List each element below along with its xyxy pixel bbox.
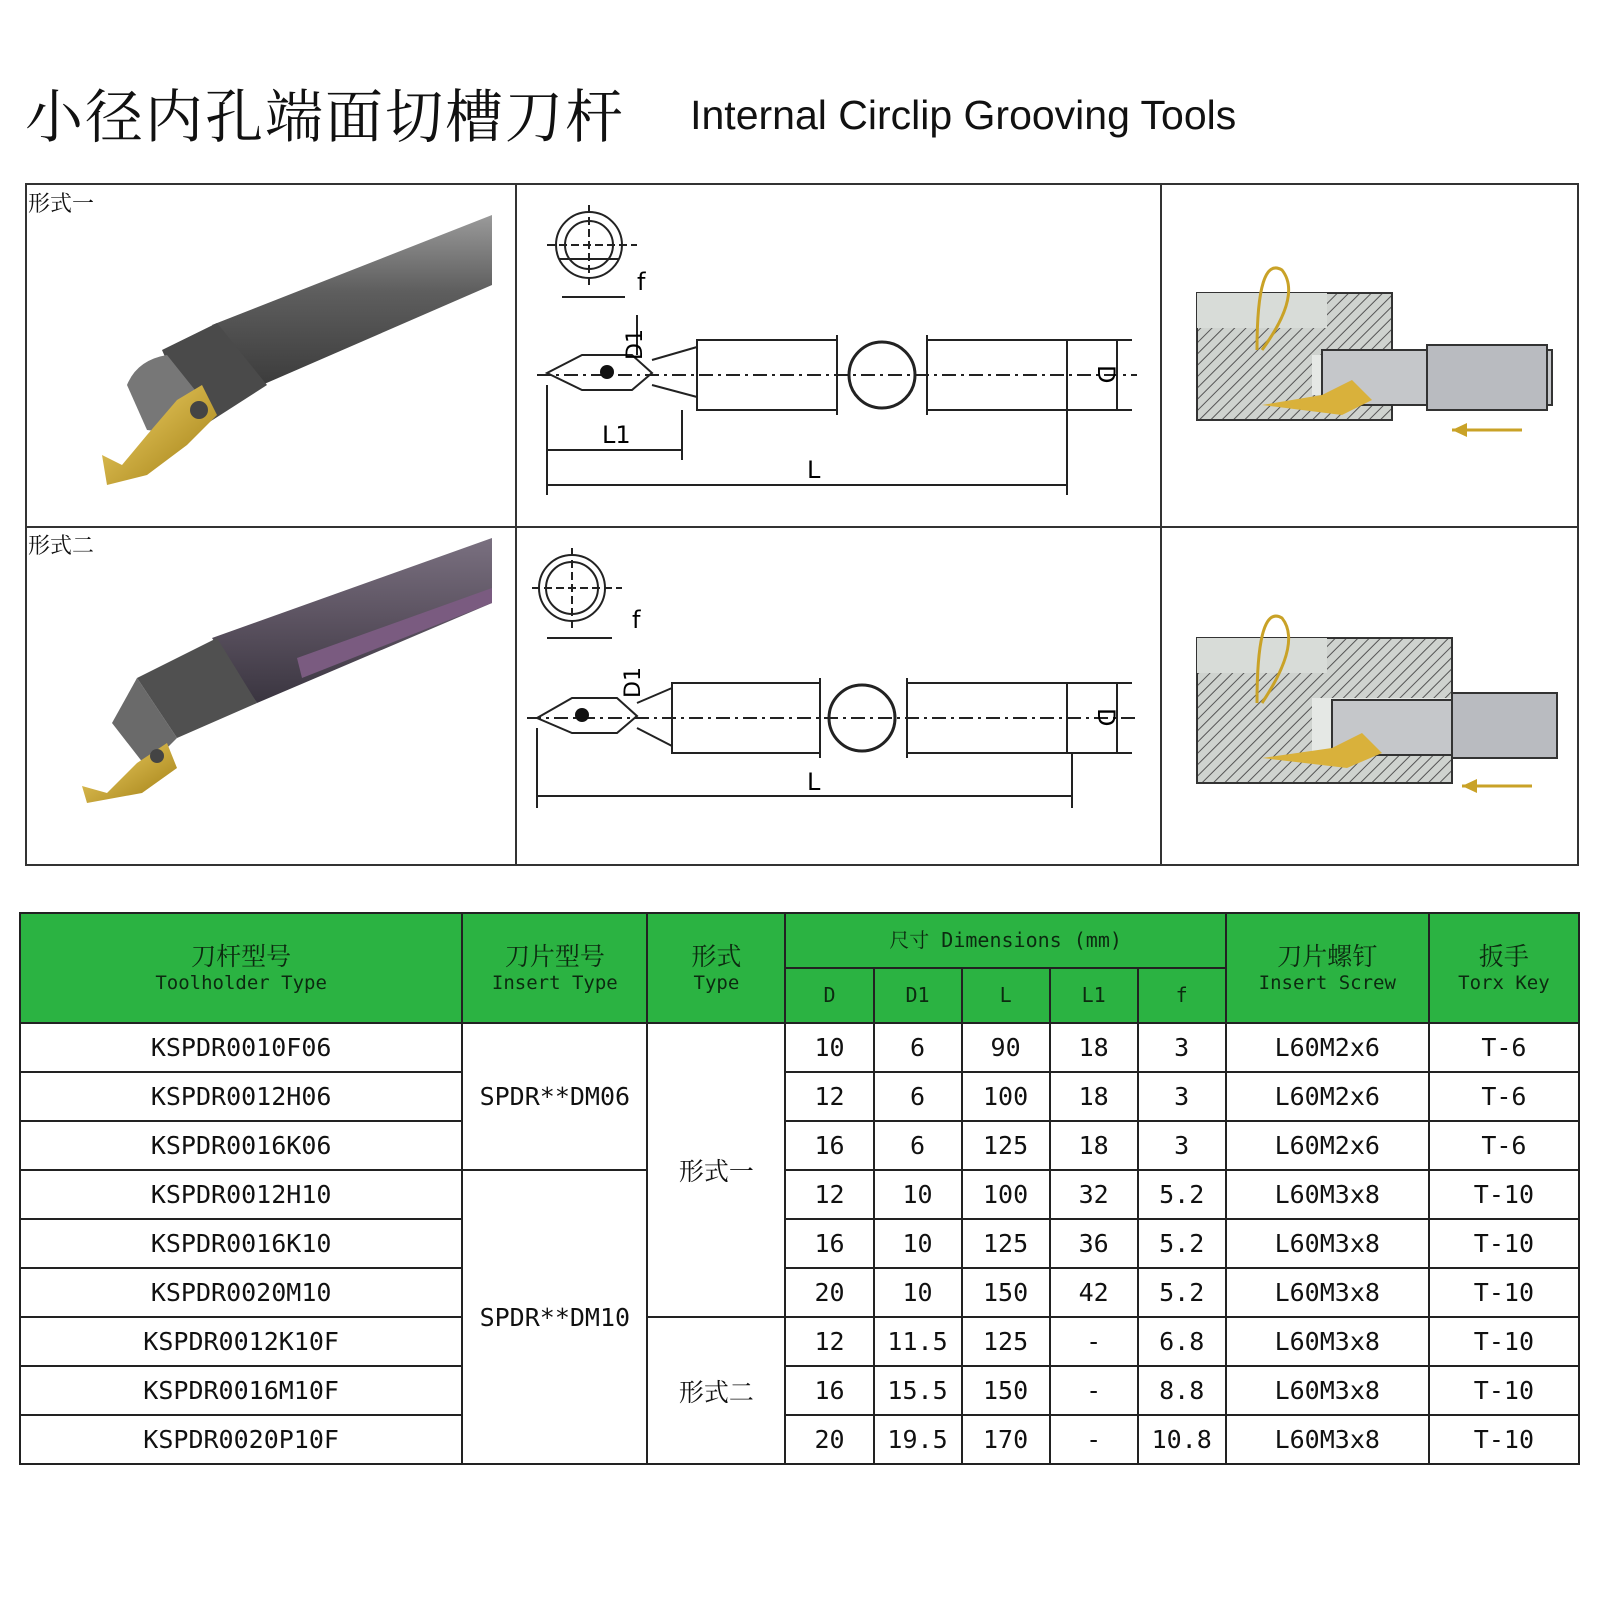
cell-d1: 10 [874,1170,962,1219]
cell-f: 8.8 [1138,1366,1226,1415]
cell-d: 12 [785,1317,873,1366]
arrow-icon [1462,779,1477,793]
dim-label-d: D [1092,708,1120,727]
cell-f: 5.2 [1138,1170,1226,1219]
table-row [20,1023,1579,1072]
arrow-icon [1452,423,1467,437]
cell-l1: 18 [1050,1072,1138,1121]
form2-label: 形式二 [28,534,95,559]
cell-l: 125 [962,1121,1050,1170]
cell-model: KSPDR0010F06 [20,1023,462,1072]
dim-label-l: L [807,456,821,484]
page-title [25,70,1236,154]
cell-l: 100 [962,1170,1050,1219]
cell-d: 10 [785,1023,873,1072]
figure-panel [25,183,1579,866]
cell-l1: - [1050,1317,1138,1366]
dim-label-d1: D1 [621,667,646,698]
dimension-drawing-form1 [517,185,1160,526]
table-row [20,1415,1579,1464]
cell-model: KSPDR0016M10F [20,1366,462,1415]
cell-key: T-6 [1429,1072,1579,1121]
cell-f: 6.8 [1138,1317,1226,1366]
cell-l1: 18 [1050,1023,1138,1072]
cell-f: 5.2 [1138,1219,1226,1268]
cell-f: 3 [1138,1072,1226,1121]
header-l: L [962,968,1050,1023]
application-diagram-form2 [1162,528,1579,866]
dim-label-l1: L1 [602,421,631,449]
cell-d: 16 [785,1366,873,1415]
dim-label-d: D [1092,365,1120,384]
title-english: Internal Circlip Grooving Tools [690,92,1237,138]
cell-l: 90 [962,1023,1050,1072]
cell-key: T-10 [1429,1366,1579,1415]
cell-d: 12 [785,1170,873,1219]
cell-d1: 11.5 [874,1317,962,1366]
cell-model: KSPDR0012H10 [20,1170,462,1219]
dim-label-d1: D1 [623,329,648,360]
cell-d: 16 [785,1219,873,1268]
cell-model: KSPDR0020M10 [20,1268,462,1317]
cell-model: KSPDR0020P10F [20,1415,462,1464]
cell-model: KSPDR0016K10 [20,1219,462,1268]
cell-type: 形式二 [647,1317,785,1464]
screw-icon [190,401,208,419]
cell-d1: 15.5 [874,1366,962,1415]
cell-d1: 6 [874,1023,962,1072]
header-screw: 刀片螺钉 Insert Screw [1226,913,1429,1023]
cell-insert: SPDR**DM06 [462,1023,647,1170]
cell-key: T-10 [1429,1415,1579,1464]
cell-key: T-6 [1429,1023,1579,1072]
cell-key: T-6 [1429,1121,1579,1170]
cell-l: 125 [962,1219,1050,1268]
application-diagram-form1 [1162,185,1579,526]
cell-l1: 36 [1050,1219,1138,1268]
cell-f: 3 [1138,1121,1226,1170]
tool-render-form1 [27,185,515,526]
cell-l1: 32 [1050,1170,1138,1219]
screw-icon [150,749,164,763]
dim-label-f: f [632,606,641,634]
cell-f: 3 [1138,1023,1226,1072]
header-f: f [1138,968,1226,1023]
table-row [20,1121,1579,1170]
cell-l1: - [1050,1366,1138,1415]
cell-screw: L60M3x8 [1226,1366,1429,1415]
table-row [20,1317,1579,1366]
cell-l: 150 [962,1268,1050,1317]
cell-screw: L60M3x8 [1226,1219,1429,1268]
cell-screw: L60M3x8 [1226,1415,1429,1464]
table-row [20,1170,1579,1219]
table-row [20,1268,1579,1317]
cell-l1: - [1050,1415,1138,1464]
cell-screw: L60M2x6 [1226,1121,1429,1170]
header-insert: 刀片型号 Insert Type [462,913,647,1023]
spec-table [19,912,1580,1465]
title-chinese: 小径内孔端面切槽刀杆 [25,83,626,151]
cell-l: 150 [962,1366,1050,1415]
cell-d: 20 [785,1268,873,1317]
cell-model: KSPDR0012K10F [20,1317,462,1366]
form1-label: 形式一 [28,192,95,217]
cell-screw: L60M2x6 [1226,1072,1429,1121]
cell-f: 5.2 [1138,1268,1226,1317]
header-d: D [785,968,873,1023]
table-row [20,1366,1579,1415]
cell-screw: L60M3x8 [1226,1268,1429,1317]
header-l1: L1 [1050,968,1138,1023]
cell-key: T-10 [1429,1219,1579,1268]
cell-screw: L60M3x8 [1226,1317,1429,1366]
cell-l: 125 [962,1317,1050,1366]
cell-d1: 10 [874,1268,962,1317]
cell-d1: 10 [874,1219,962,1268]
dimension-drawing-form2 [517,528,1160,866]
cell-d1: 6 [874,1121,962,1170]
cell-d1: 6 [874,1072,962,1121]
header-dimensions: 尺寸 Dimensions (mm) [785,913,1225,968]
header-toolholder: 刀杆型号 Toolholder Type [20,913,462,1023]
table-row [20,1072,1579,1121]
cell-insert: SPDR**DM10 [462,1170,647,1464]
dim-label-l: L [807,768,821,796]
header-key: 扳手 Torx Key [1429,913,1579,1023]
cell-d: 12 [785,1072,873,1121]
cell-d: 20 [785,1415,873,1464]
cell-f: 10.8 [1138,1415,1226,1464]
table-row [20,1219,1579,1268]
header-type: 形式 Type [647,913,785,1023]
cell-l: 100 [962,1072,1050,1121]
cell-key: T-10 [1429,1170,1579,1219]
cell-d1: 19.5 [874,1415,962,1464]
cell-model: KSPDR0012H06 [20,1072,462,1121]
tool-render-form2 [27,528,515,866]
cell-type: 形式一 [647,1023,785,1317]
cell-l1: 42 [1050,1268,1138,1317]
header-d1: D1 [874,968,962,1023]
cell-screw: L60M3x8 [1226,1170,1429,1219]
cell-model: KSPDR0016K06 [20,1121,462,1170]
cell-key: T-10 [1429,1317,1579,1366]
cell-l: 170 [962,1415,1050,1464]
cell-screw: L60M2x6 [1226,1023,1429,1072]
cell-key: T-10 [1429,1268,1579,1317]
dim-label-f: f [637,268,646,296]
cell-d: 16 [785,1121,873,1170]
cell-l1: 18 [1050,1121,1138,1170]
